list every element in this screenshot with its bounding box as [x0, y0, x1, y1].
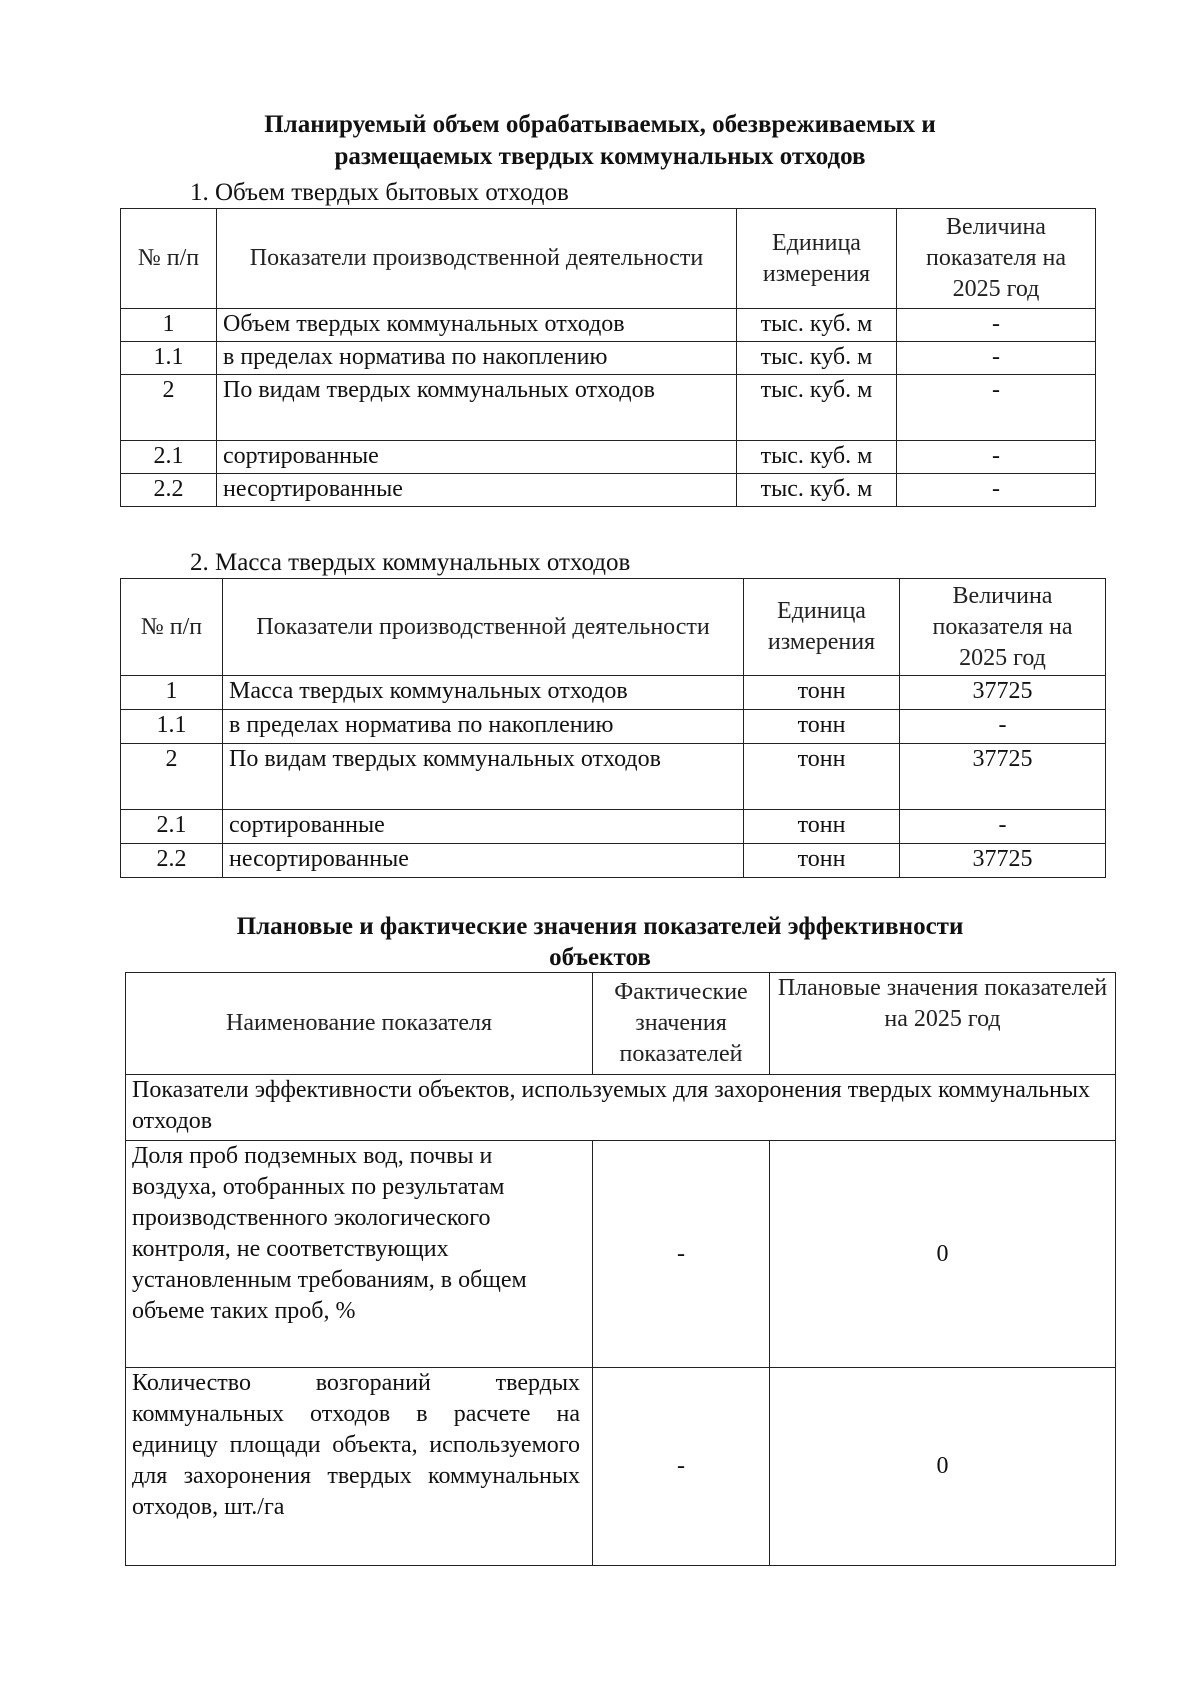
efficiency-indicators-table	[125, 972, 1116, 1566]
header-num: № п/п	[121, 209, 217, 309]
table-row	[126, 1368, 1116, 1566]
header-num: № п/п	[121, 579, 223, 676]
section2-title-line1: Плановые и фактические значения показателей эффективности	[236, 913, 964, 940]
row-indicator: в пределах норматива по накоплению	[223, 710, 744, 744]
table-row	[121, 441, 1096, 474]
row-indicator: Масса твердых коммунальных отходов	[223, 676, 744, 710]
header-unit: Единица измерения	[744, 579, 900, 676]
row-unit: тонн	[744, 810, 900, 844]
row-value: -	[897, 342, 1096, 375]
table-row	[126, 1141, 1116, 1368]
group-row-label: Показатели эффективности объектов, используемых для захоронения твердых коммунальных отходов	[126, 1075, 1116, 1141]
main-title-line1: Планируемый объем обрабатываемых, обезвреживаемых и	[264, 111, 936, 138]
row-unit: тонн	[744, 744, 900, 810]
row-actual: -	[593, 1141, 770, 1368]
header-planned: Плановые значения показателей на 2025 год	[770, 973, 1116, 1075]
row-num: 1.1	[121, 342, 217, 375]
row-indicator: сортированные	[223, 810, 744, 844]
table1-caption: 1. Объем твердых бытовых отходов	[190, 179, 569, 206]
table-header-row	[121, 579, 1106, 676]
row-actual: -	[593, 1368, 770, 1566]
table-row	[121, 710, 1106, 744]
row-value: 37725	[900, 744, 1106, 810]
row-unit: тыс. куб. м	[737, 342, 897, 375]
header-value: Величина показателя на 2025 год	[897, 209, 1096, 309]
row-num: 2	[121, 375, 217, 441]
table2-caption: 2. Масса твердых коммунальных отходов	[190, 549, 631, 576]
group-row	[126, 1075, 1116, 1141]
row-value: -	[897, 375, 1096, 441]
table-row	[121, 474, 1096, 507]
row-value: 37725	[900, 844, 1106, 878]
row-num: 1.1	[121, 710, 223, 744]
row-indicator: По видам твердых коммунальных отходов	[217, 375, 737, 441]
row-value: -	[897, 474, 1096, 507]
table-row	[121, 844, 1106, 878]
table-header-row	[126, 973, 1116, 1075]
row-unit: тонн	[744, 676, 900, 710]
row-num: 2.2	[121, 844, 223, 878]
table-row	[121, 676, 1106, 710]
table-header-row	[121, 209, 1096, 309]
row-unit: тонн	[744, 844, 900, 878]
row-indicator: несортированные	[217, 474, 737, 507]
row-num: 1	[121, 309, 217, 342]
header-name: Наименование показателя	[126, 973, 593, 1075]
row-num: 2.1	[121, 441, 217, 474]
waste-volume-table	[120, 208, 1096, 507]
row-num: 2.2	[121, 474, 217, 507]
row-planned: 0	[770, 1141, 1116, 1368]
waste-mass-table	[120, 578, 1106, 878]
row-indicator: Объем твердых коммунальных отходов	[217, 309, 737, 342]
table-row	[121, 810, 1106, 844]
row-num: 1	[121, 676, 223, 710]
row-value: -	[897, 441, 1096, 474]
header-value: Величина показателя на 2025 год	[900, 579, 1106, 676]
section2-title-line2: объектов	[549, 944, 651, 971]
row-value: -	[900, 710, 1106, 744]
row-unit: тыс. куб. м	[737, 441, 897, 474]
row-value: -	[897, 309, 1096, 342]
row-num: 2	[121, 744, 223, 810]
table-row	[121, 309, 1096, 342]
table-row	[121, 342, 1096, 375]
row-name: Количество возгораний твердых коммунальных отходов в расчете на единицу площади объекта, используемого для захоронения твердых коммунальных отходов, шт./га	[126, 1368, 593, 1566]
header-actual: Фактические значения показателей	[593, 973, 770, 1075]
main-title-line2: размещаемых твердых коммунальных отходов	[334, 143, 866, 170]
table-row	[121, 744, 1106, 810]
row-unit: тыс. куб. м	[737, 309, 897, 342]
header-indicator: Показатели производственной деятельности	[223, 579, 744, 676]
row-planned: 0	[770, 1368, 1116, 1566]
row-unit: тыс. куб. м	[737, 474, 897, 507]
row-value: 37725	[900, 676, 1106, 710]
row-indicator: сортированные	[217, 441, 737, 474]
row-unit: тыс. куб. м	[737, 375, 897, 441]
row-indicator: несортированные	[223, 844, 744, 878]
row-indicator: в пределах норматива по накоплению	[217, 342, 737, 375]
table-row	[121, 375, 1096, 441]
row-name: Доля проб подземных вод, почвы и воздуха, отобранных по результатам производственного экологического контроля, не соответствующих установленным требованиям, в общем объеме таких проб, %	[126, 1141, 593, 1368]
row-num: 2.1	[121, 810, 223, 844]
header-indicator: Показатели производственной деятельности	[217, 209, 737, 309]
header-unit: Единица измерения	[737, 209, 897, 309]
row-unit: тонн	[744, 710, 900, 744]
row-value: -	[900, 810, 1106, 844]
row-indicator: По видам твердых коммунальных отходов	[223, 744, 744, 810]
